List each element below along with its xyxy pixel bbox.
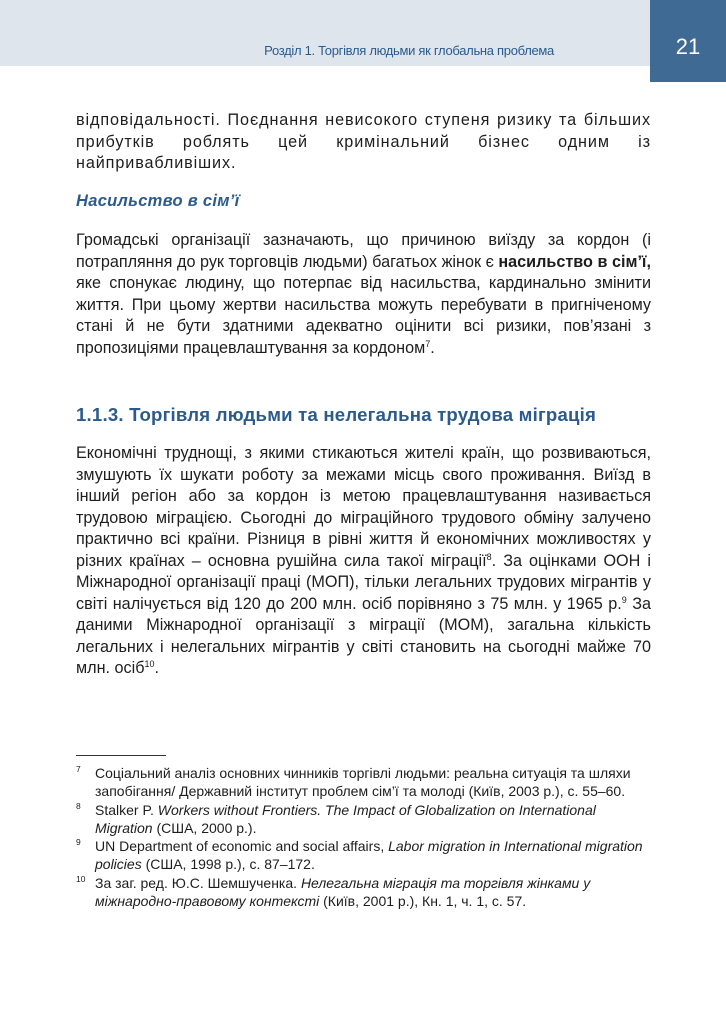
- footnote-ref-8[interactable]: 8: [486, 551, 492, 562]
- violence-text-1: Громадські організації зазначають, що причиною виїзду за кордон (і потрапляння до рук торговців людьми) багатьох жінок є: [76, 231, 651, 271]
- page-number-box: [650, 0, 726, 82]
- migration-text-1: Економічні труднощі, з якими стикаються жителі країн, що розвиваються, змушують їх шукати роботу за межами місць свого проживання. Виїзд в інший регіон або за кордон із метою працевлаштування називається трудовою міграцією. Сьогодні до міграційного трудового обміну залучено практично всі країни. Різниця в рівні життя й економічних можливостях у різних країнах – основна рушійна сила такої міграції: [76, 444, 651, 570]
- migration-text-2: . За оцінками ООН і Міжнародної організації праці (МОП), тільки легальних трудових мігрантів у світі налічується від 120 до 200 млн. осіб порівняно з 75 млн. у 1965 р.: [76, 551, 651, 613]
- violence-bold-term: насильство в сім’ї,: [498, 252, 651, 271]
- violence-end: .: [430, 338, 435, 357]
- footnotes: [76, 764, 651, 910]
- header-bar: [0, 0, 650, 66]
- footnote-text: (США, 2000 р.).: [152, 819, 257, 836]
- footnote-10: [76, 874, 651, 911]
- footnote-number: 9: [76, 837, 81, 848]
- footnote-divider: [76, 755, 166, 756]
- footnote-title: Нелегальна міграція та торгівля жінками у міжнародно-правовому контексті: [95, 874, 591, 910]
- migration-paragraph: [76, 443, 651, 680]
- running-title: Розділ 1. Торгівля людьми як глобальна проблема: [264, 43, 554, 58]
- footnote-number: 7: [76, 764, 81, 774]
- footnote-ref-9[interactable]: 9: [621, 594, 627, 605]
- section-heading: 1.1.3. Торгівля людьми та нелегальна трудова міграція: [76, 404, 597, 425]
- footnote-text: (США, 1998 р.), с. 87–172.: [141, 856, 315, 873]
- footnote-9: [76, 837, 651, 874]
- footnote-7: [76, 764, 651, 801]
- page-number: 21: [675, 34, 701, 59]
- intro-paragraph: відповідальності. Поєднання невисокого ступеня ризику та більших прибутків роблять цей кримінальний бізнес одним із найпривабливіших.: [76, 111, 651, 172]
- footnote-text: За заг. ред. Ю.С. Шемшученка.: [95, 874, 301, 891]
- footnote-text: Соціальний аналіз основних чинників торгівлі людьми: реальна ситуація та шляхи запобігання/ Державний інститут проблем сім’ї та молоді (Київ, 2003 р.), с. 55–60.: [95, 765, 631, 800]
- footnote-text: UN Department of economic and social affairs,: [95, 838, 389, 855]
- footnote-ref-10[interactable]: 10: [144, 659, 155, 669]
- footnote-text: (Київ, 2001 р.), Кн. 1, ч. 1, с. 57.: [319, 893, 527, 910]
- footnote-text: Stalker P.: [95, 801, 158, 818]
- footnote-number: 10: [76, 873, 86, 884]
- violence-paragraph: [76, 230, 651, 359]
- footnote-title: Workers without Frontiers. The Impact of Globalization on International Migration: [95, 801, 596, 836]
- footnote-8: [76, 801, 651, 838]
- footnote-ref-7[interactable]: 7: [425, 338, 431, 349]
- footnote-number: 8: [76, 800, 81, 811]
- subheading-domestic-violence: Насильство в сім’ї: [76, 192, 240, 210]
- footnote-title: Labor migration in International migration policies: [95, 838, 643, 873]
- migration-text-3: За даними Міжнародної організації з міграції (МОМ), загальна кількість легальних і нелегальних мігрантів у світі становить на сьогодні майже 70 млн. осіб: [76, 594, 652, 677]
- migration-end: .: [154, 659, 159, 677]
- violence-text-2: яке спонукає людину, що потерпає від насильства, кардинально змінити життя. При цьому жертви насильства можуть перебувати в пригніченому стані й не бути здатними адекватно оцінити всі ризики, пов’язані з пропозиціями працевлаштування за кордоном: [76, 274, 651, 357]
